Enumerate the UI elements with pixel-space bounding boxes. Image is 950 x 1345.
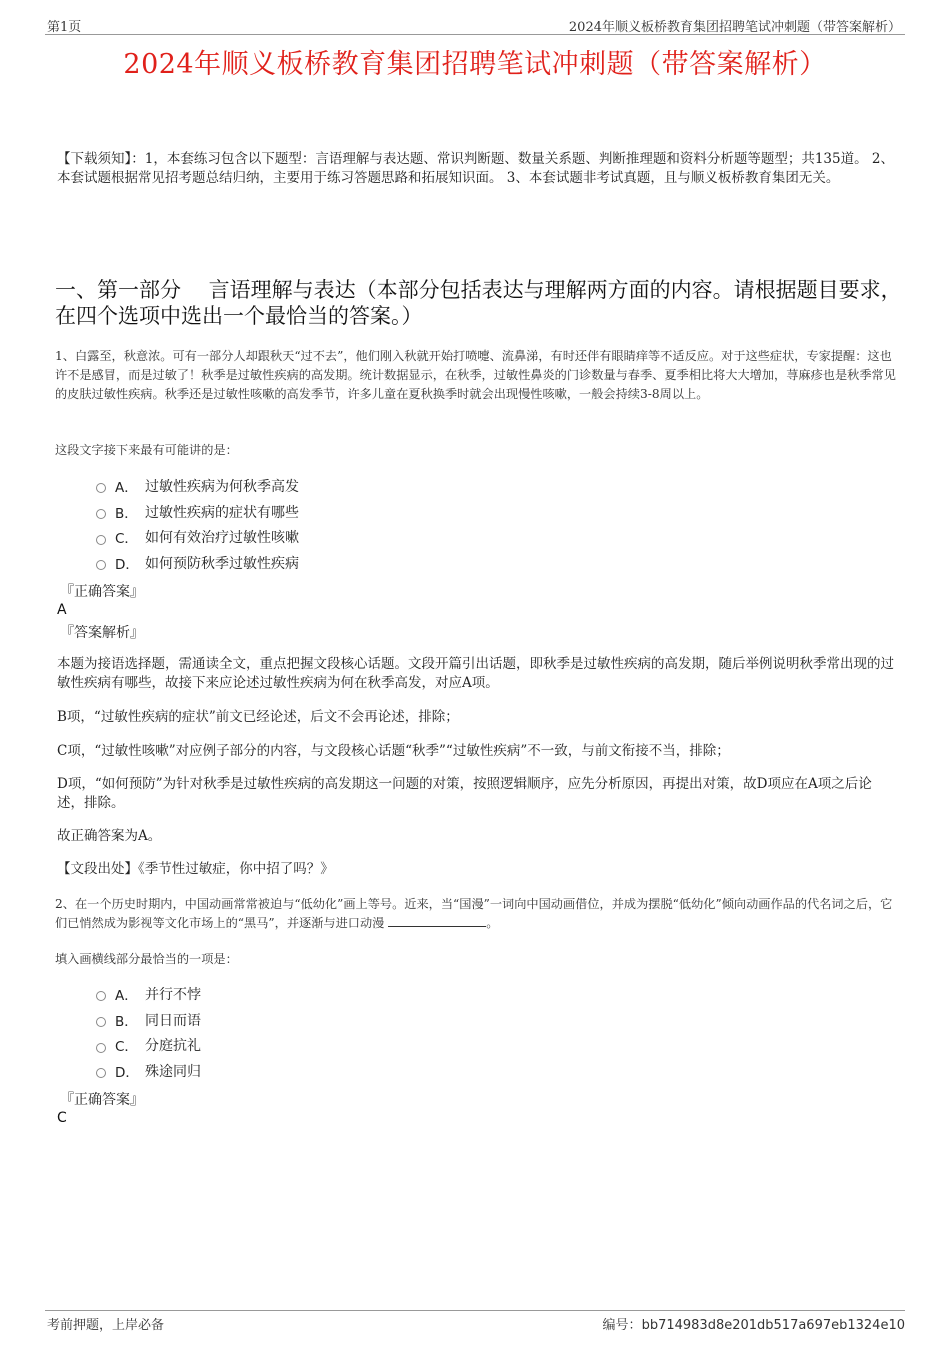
question-1-prompt: 这段文字接下来最有可能讲的是：	[55, 443, 238, 457]
option-letter: A．	[115, 479, 138, 496]
option-letter: D．	[115, 1064, 139, 1081]
radio-icon[interactable]	[96, 1017, 106, 1027]
footer-code	[603, 1314, 905, 1333]
option-text: 过敏性疾病为何秋季高发	[145, 478, 299, 495]
analysis-paragraph: 本题为接语选择题，需通读全文，重点把握文段核心话题。文段开篇引出话题，即秋季是过敏性疾病的高发期，随后举例说明秋季常出现的过敏性疾病有哪些，故接下来应论述过敏性疾病为何在秋季高发，对应A项。	[57, 656, 894, 691]
footer-code-label: 编号：	[602, 1318, 642, 1333]
option-text: 如何预防秋季过敏性疾病	[145, 555, 299, 572]
option-text: 同日而语	[145, 1012, 201, 1029]
analysis-paragraph: C项，“过敏性咳嗽”对应例子部分的内容，与文段核心话题“秋季”“过敏性疾病”不一致，与前文衔接不当，排除；	[57, 743, 730, 759]
question-2-text-end: 。	[486, 916, 499, 930]
radio-icon[interactable]	[96, 1043, 106, 1053]
option-text: 过敏性疾病的症状有哪些	[145, 504, 299, 521]
analysis-paragraph: B项，“过敏性疾病的症状”前文已经论述，后文不会再论述，排除；	[57, 709, 459, 725]
correct-answer: C	[57, 1110, 67, 1126]
download-notice: 【下载须知】：1，本套练习包含以下题型：言语理解与表达题、常识判断题、数量关系题、判断推理题和资料分析题等题型；共135道。 2、本套试题根据常见招考题总结归纳，主要用于练习答题思路和拓展知识面。 3、本套试题非考试真题，且与顺义板桥教育集团无关。	[57, 151, 894, 186]
option-letter: B．	[115, 1013, 138, 1030]
radio-icon[interactable]	[96, 483, 106, 493]
question-2-options	[96, 981, 201, 1084]
question-2-prompt: 填入画横线部分最恰当的一项是：	[55, 952, 238, 966]
question-1-text: 1、白露至，秋意浓。可有一部分人却跟秋天“过不去”，他们刚入秋就开始打喷嚏、流鼻涕，有时还伴有眼睛痒等不适反应。对于这些症状，专家提醒：这也许不是感冒，而是过敏了！秋季是过敏性疾病的高发期。统计数据显示，在秋季，过敏性鼻炎的门诊数量与春季、夏季相比将大大增加，荨麻疹也是秋季常见的皮肤过敏性疾病。秋季还是过敏性咳嗽的高发季节，许多儿童在夏秋换季时就会出现慢性咳嗽，一般会持续3-8周以上。	[55, 349, 896, 401]
option-c[interactable]	[96, 524, 299, 550]
option-letter: D．	[115, 556, 139, 573]
option-text: 如何有效治疗过敏性咳嗽	[145, 530, 299, 547]
radio-icon[interactable]	[96, 509, 106, 519]
option-d[interactable]	[96, 1058, 201, 1084]
correct-answer-label: 『正确答案』	[60, 1092, 144, 1108]
radio-icon[interactable]	[96, 991, 106, 1001]
footer-code-value: bb714983d8e201db517a697eb1324e10	[641, 1318, 905, 1333]
option-text: 并行不悖	[145, 986, 201, 1003]
section-title: 一、第一部分 言语理解与表达（本部分包括表达与理解两方面的内容。请根据题目要求，在四个选项中选出一个最恰当的答案。）	[55, 278, 902, 328]
question-1-options	[96, 473, 299, 576]
option-letter: B．	[115, 505, 138, 522]
option-c[interactable]	[96, 1032, 201, 1058]
question-2-text-body: 2、在一个历史时期内，中国动画常常被迫与“低幼化”画上等号。近来，当“国漫”一词向中国动画借位，并成为摆脱“低幼化”倾向动画作品的代名词之后，它们已悄然成为影视等文化市场上的“黑马”，并逐渐与进口动漫	[55, 897, 893, 930]
correct-answer: A	[57, 602, 67, 618]
document-title: 2024年顺义板桥教育集团招聘笔试冲刺题（带答案解析）	[123, 49, 827, 80]
option-letter: A．	[115, 987, 138, 1004]
question-2-text	[55, 895, 900, 933]
analysis-paragraph: D项，“如何预防”为针对秋季是过敏性疾病的高发期这一问题的对策，按照逻辑顺序，应先分析原因，再提出对策，故D项应在A项之后论述，排除。	[57, 776, 872, 811]
radio-icon[interactable]	[96, 1068, 106, 1078]
option-a[interactable]	[96, 981, 201, 1007]
footer-slogan: 考前押题，上岸必备	[47, 1318, 165, 1333]
analysis-conclusion: 故正确答案为A。	[57, 828, 162, 844]
option-text: 殊途同归	[145, 1063, 201, 1080]
option-d[interactable]	[96, 550, 299, 576]
radio-icon[interactable]	[96, 535, 106, 545]
header-doc-title: 2024年顺义板桥教育集团招聘笔试冲刺题（带答案解析）	[568, 20, 901, 35]
analysis-label: 『答案解析』	[60, 625, 144, 641]
option-b[interactable]	[96, 1007, 201, 1033]
fill-blank	[388, 914, 486, 927]
text-source: 【文段出处】《季节性过敏症，你中招了吗？》	[57, 861, 334, 877]
radio-icon[interactable]	[96, 560, 106, 570]
page-footer	[45, 1310, 905, 1335]
option-a[interactable]	[96, 473, 299, 499]
correct-answer-label: 『正确答案』	[60, 584, 144, 600]
option-text: 分庭抗礼	[145, 1038, 201, 1055]
page-header	[45, 14, 905, 35]
option-letter: C．	[115, 531, 138, 548]
option-b[interactable]	[96, 499, 299, 525]
page-number: 第1页	[47, 20, 82, 35]
option-letter: C．	[115, 1039, 138, 1056]
